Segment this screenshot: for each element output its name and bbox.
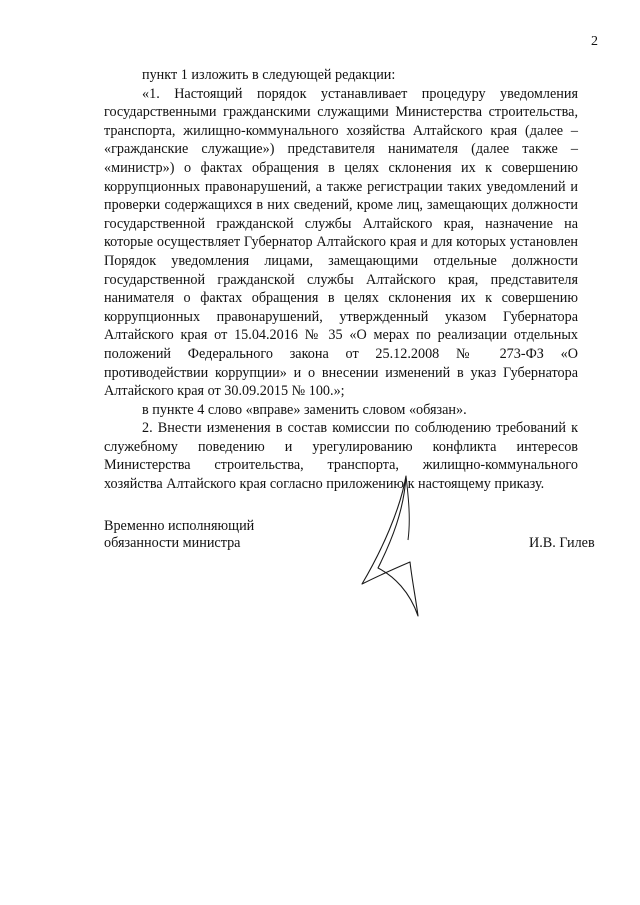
page-number: 2	[591, 34, 598, 49]
signer-name: И.В. Гилев	[529, 535, 595, 551]
handwritten-signature	[348, 470, 438, 620]
document-body	[104, 66, 578, 494]
paragraph-item-2: 2. Внести изменения в состав комиссии по соблюдению требований к служебному поведению и урегулированию конфликта интересов Министерства строительства, транспорта, жилищно-коммунального хозяйства Алтайского края согласно приложению к настоящему приказу.	[104, 420, 578, 493]
paragraph-intro: пункт 1 изложить в следующей редакции:	[142, 67, 396, 83]
signer-title-line-1: Временно исполняющий	[104, 518, 255, 534]
signer-title	[104, 518, 254, 552]
signer-title-line-2: обязанности министра	[104, 535, 241, 551]
paragraph-point-4-change: в пункте 4 слово «вправе» заменить словом «обязан».	[142, 401, 467, 418]
paragraph-point-1: «1. Настоящий порядок устанавливает процедуру уведомления государственными гражданскими служащими Министерства строительства, транспорта, жилищно-коммунального хозяйства Алтайского края (далее – «гражданские служащие») представителя нанимателя (далее также – «министр») о фактах обращения в целях склонения их к совершению коррупционных правонарушений, а также регистрации таких уведомлений и проверки содержащихся в них сведений, кроме лиц, замещающих должности государственной гражданской службы Алтайского края, назначение на которые осуществляет Губернатор Алтайского края и для которых установлен Порядок уведомления лицами, замещающими отдельные должности государственной гражданской службы Алтайского края, представителя нанимателя о фактах обращения в целях склонения их к совершению коррупционных правонарушений, утвержденный указом Губернатора Алтайского края от 15.04.2016 № 35 «О мерах по реализации отдельных положений Федерального закона от 25.12.2008 № 273-ФЗ «О противодействии коррупции» и о внесении изменений в указ Губернатора Алтайского края от 30.09.2015 № 100.»;	[104, 85, 578, 400]
